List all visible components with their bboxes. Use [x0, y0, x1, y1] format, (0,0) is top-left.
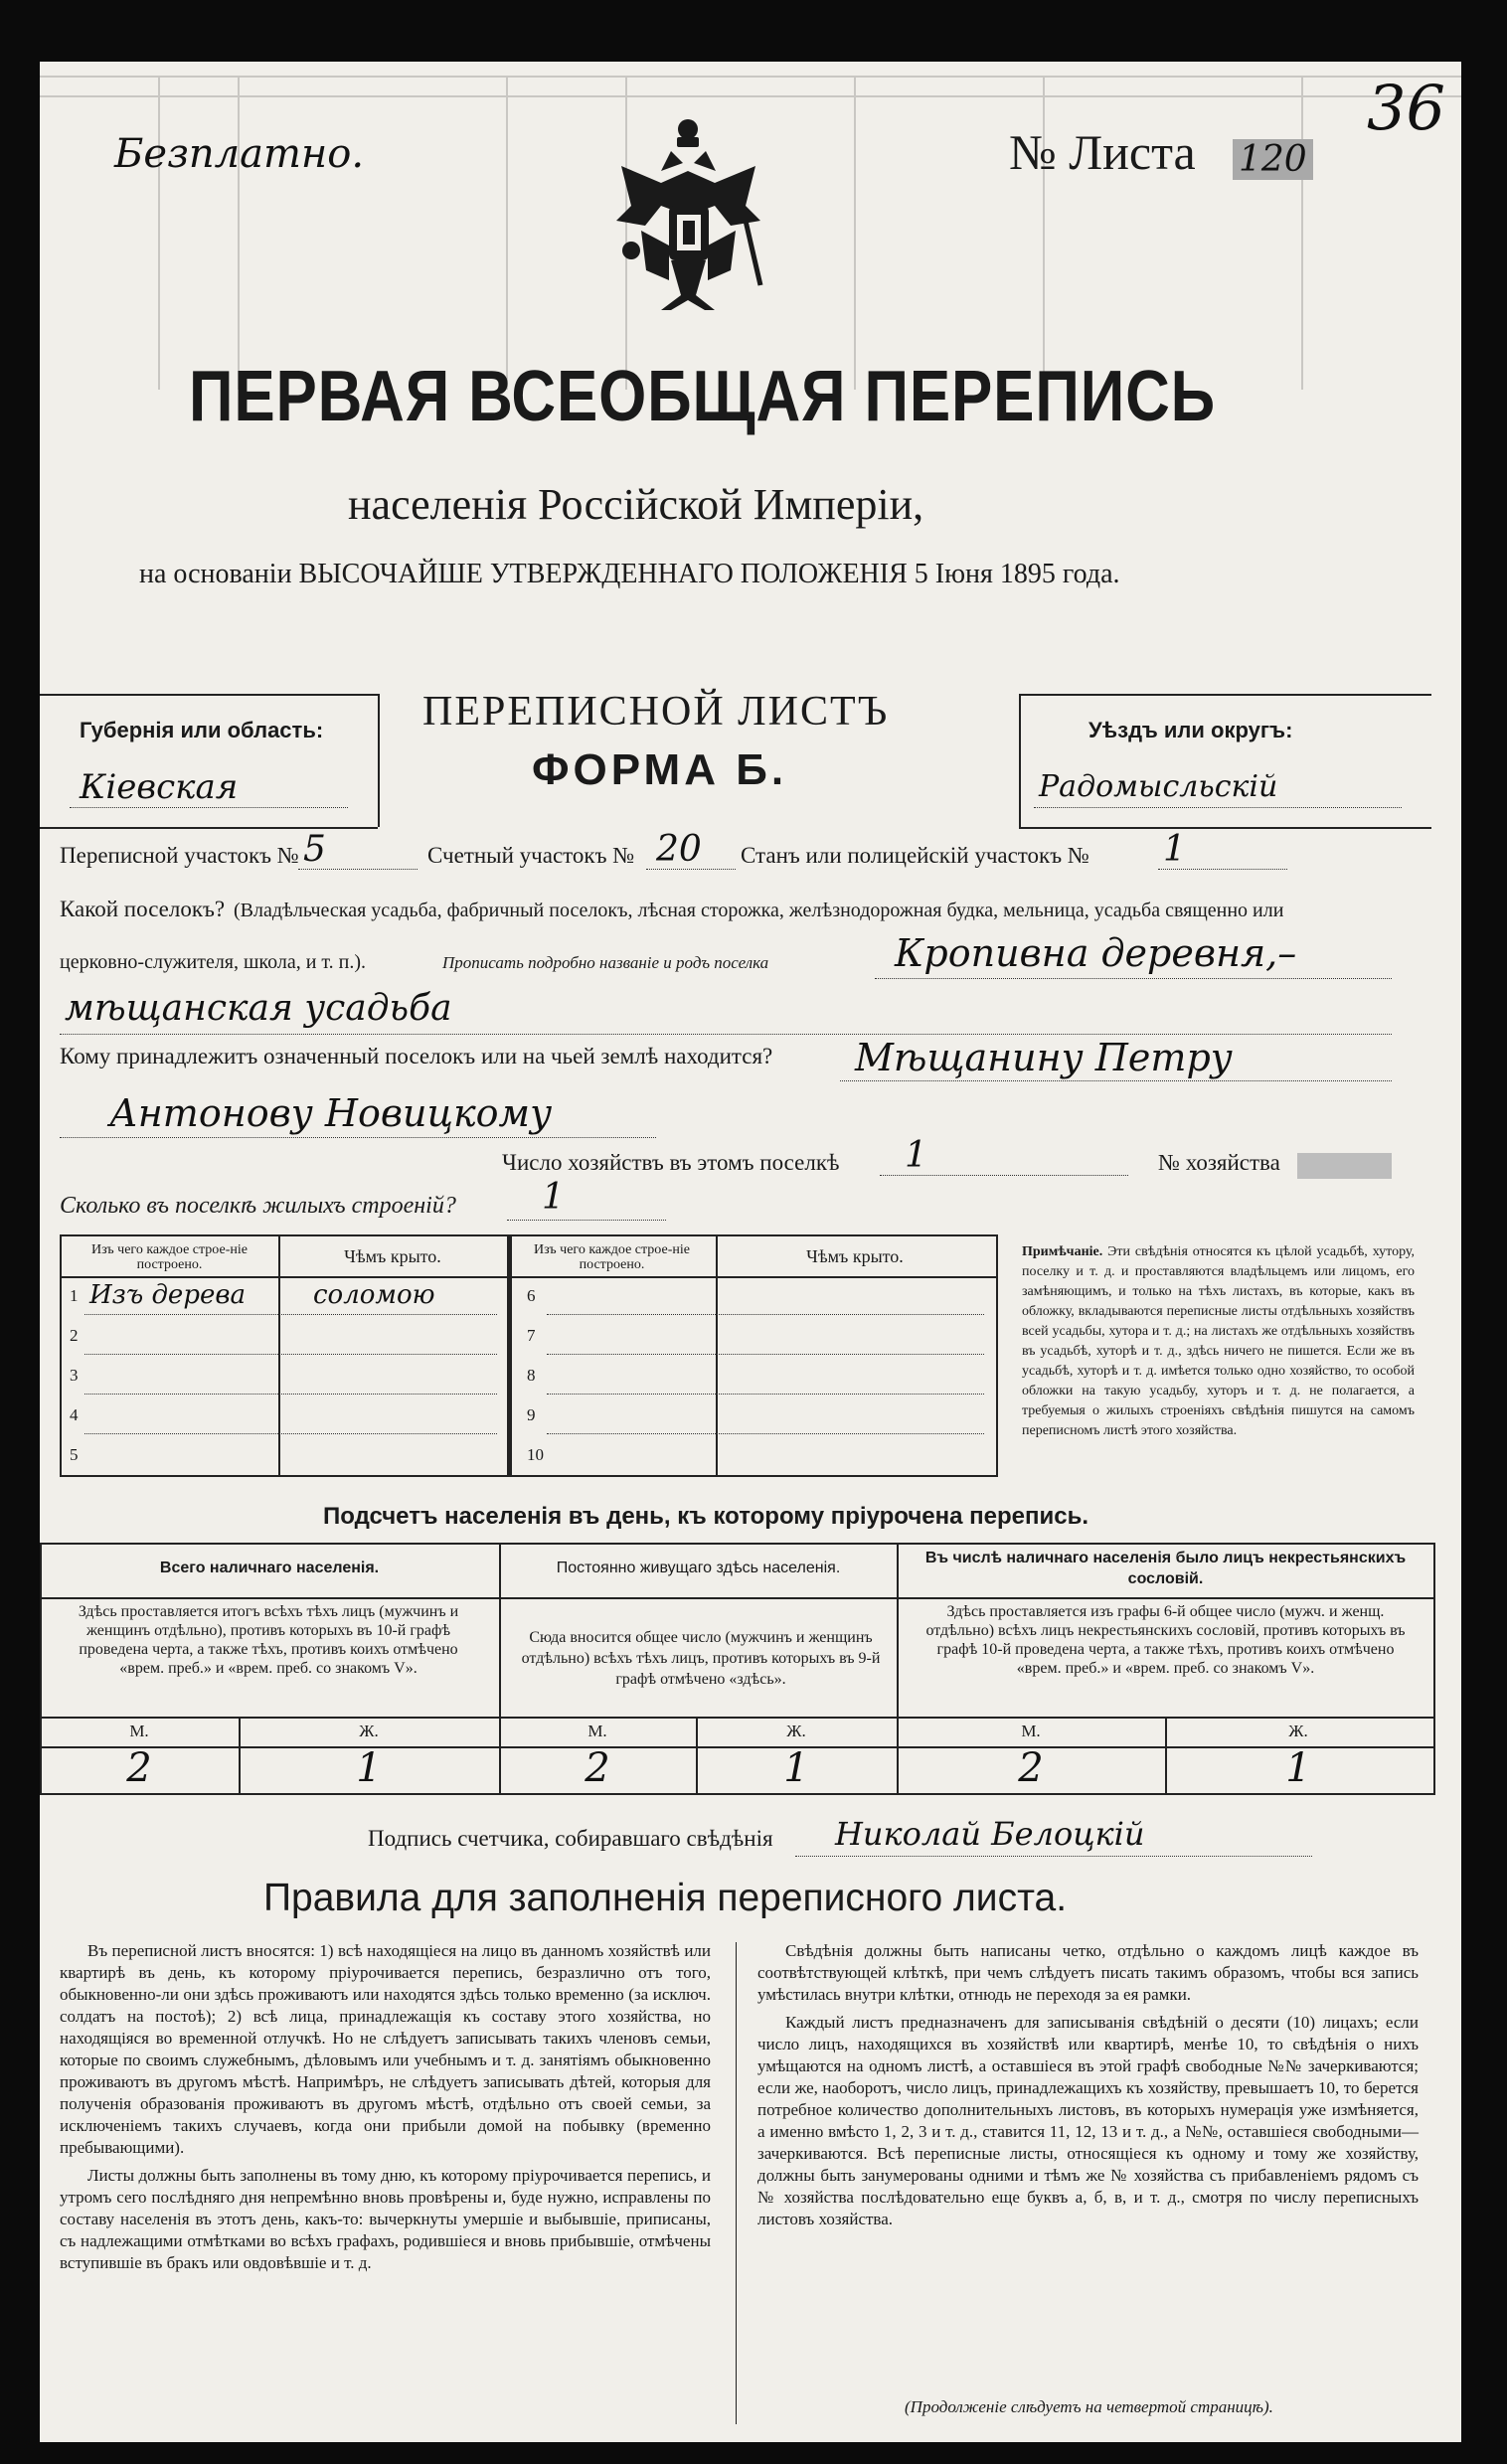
building-row-1-roof: соломою: [313, 1280, 435, 1310]
population-col-2-m-value: 2: [585, 1745, 610, 1791]
building-row-3-num: 3: [70, 1366, 79, 1385]
sheet-number-label: № Листа: [1009, 124, 1196, 180]
population-heading: Подсчетъ населенія въ день, къ которому пріурочена перепись.: [323, 1503, 1088, 1530]
building-row-line: [84, 1433, 497, 1434]
rules-left-column: [60, 1940, 711, 2280]
building-row-5-num: 5: [70, 1445, 79, 1464]
population-col-1-m-label: М.: [129, 1722, 149, 1740]
form-title: ПЕРЕПИСНОЙ ЛИСТЪ: [422, 689, 890, 735]
households-underline: [880, 1175, 1128, 1176]
population-title-line: [40, 1597, 1433, 1599]
building-row-line: [84, 1354, 497, 1355]
imperial-eagle-emblem: [601, 111, 775, 315]
district-underline: [1034, 807, 1402, 808]
owner-underline-1: [840, 1080, 1392, 1081]
form-name: ФОРМА Б.: [532, 745, 788, 794]
household-no-label: № хозяйства: [1158, 1150, 1280, 1175]
building-row-line: [547, 1314, 984, 1315]
archive-number: 36: [1367, 72, 1445, 144]
settlement-hint-2: церковно-служителя, школа, и т. п.).: [60, 951, 366, 973]
buildings-table-col-1: [278, 1234, 280, 1475]
station-underline: [1158, 869, 1287, 870]
province-underline: [70, 807, 348, 808]
settlement-hint-1: (Владѣльческая усадьба, фабричный поселокъ, лѣсная сторожка, желѣзнодорожная будка, мельница, усадьба священно или: [234, 900, 1284, 921]
settlement-hint-3: Прописать подробно названіе и родъ поселка: [442, 953, 769, 972]
buildings-table-head-line: [60, 1276, 996, 1278]
owner-value-1: Мѣщанину Петру: [855, 1036, 1233, 1079]
signature-underline: [795, 1856, 1312, 1857]
census-sheet-page: [40, 62, 1461, 2442]
rules-continued-note: (Продолженіе слѣдуетъ на четвертой страницѣ).: [905, 2397, 1273, 2416]
form-box-divider-left: [378, 694, 380, 827]
population-col-1-f-label: Ж.: [359, 1722, 379, 1740]
population-col-3-desc: Здѣсь проставляется изъ графы 6-й общее число (мужч. и женщ. отдѣльно) всѣхъ лицъ некрестьянскихъ сословій, противъ которыхъ въ графѣ 10-й проведена черта, а также тѣхъ, противъ коихъ отмѣчено «врем. преб.» и «врем. преб. со знакомъ V».: [925, 1603, 1406, 1677]
owner-value-2: Антонову Новицкому: [109, 1091, 553, 1135]
count-section-value: 20: [656, 829, 702, 870]
form-box-top-right: [1019, 694, 1431, 696]
building-row-6-num: 6: [527, 1286, 536, 1305]
rules-left-paragraph-1: Въ переписной листъ вносятся: 1) всѣ находящіеся на лицо въ данномъ хозяйствѣ или квартирѣ въ день, къ которому пріурочивается перепись, безразлично отъ того, обыкновенно-ли они здѣсь проживаютъ или находятся здѣсь только временно (за исключ. солдатъ на постоѣ); 2) всѣ лица, принадлежащія къ составу этого хозяйства, но находящіяся во временной отлучкѣ. Но не слѣдуетъ записывать такихъ членовъ семьи, которые по своимъ служебнымъ, дѣловымъ или учебнымъ и т. д. занятіямъ обыкновенно проживаютъ въ другомъ мѣстѣ. Напримѣръ, не слѣдуетъ записывать дѣтей, которыя для полученія образованія проживаютъ въ другомъ мѣстѣ, отдѣльно отъ своей семьи, за исключеніемъ такихъ случаевъ, когда они прибыли домой на побывку (временно пребывающими).: [60, 1941, 711, 2157]
note-text: Эти свѣдѣнія относятся къ цѣлой усадьбѣ, хутору, поселку и т. д. и проставляются владѣльцемъ или лицомъ, его замѣняющимъ, и только на тѣхъ листахъ, въ которые, какъ въ обложку, вкладываются переписные листы отдѣльныхъ хозяйствъ всей усадьбы, хутора и т. д.; на листахъ же отдѣльныхъ хозяйствъ въ усадьбѣ, хуторѣ и т. д., здѣсь ничего не пишется. Если же въ усадьбѣ, хуторѣ и т. д. имѣется только одно хозяйство, то особой обложки на такую усадьбу, хуторъ и т. д. не полагается, а требуемыя о жилыхъ строеніяхъ свѣдѣнія пишутся на самомъ переписномъ листѣ этого хозяйства.: [1022, 1244, 1416, 1438]
buildings-table-mid: [507, 1234, 512, 1475]
building-row-line: [547, 1394, 984, 1395]
rules-right-column: [757, 1940, 1419, 2236]
signature-value: Николай Белоцкій: [835, 1815, 1145, 1853]
owner-underline-2: [60, 1137, 656, 1138]
station-label: Станъ или полицейскій участокъ №: [741, 843, 1089, 868]
population-col-1-title: Всего наличнаго населенія.: [159, 1560, 380, 1576]
population-col-1-m-value: 2: [126, 1745, 152, 1791]
population-col-1-desc: Здѣсь проставляется итогъ всѣхъ тѣхъ лицъ (мужчинъ и женщинъ отдѣльно), противъ которыхъ въ 10-й графѣ проведена черта, а также тѣхъ, противъ коихъ отмѣчено «врем. преб.» и «врем. преб. со знакомъ V».: [78, 1603, 459, 1677]
col-material-header-left: Изъ чего каждое строе-ніе построено.: [91, 1242, 248, 1272]
population-col-2-m-label: М.: [587, 1722, 607, 1740]
province-label: Губернія или область:: [80, 718, 324, 742]
sheet-number-value: 120: [1233, 139, 1313, 180]
province-value: Кіевская: [80, 767, 239, 807]
building-row-7-num: 7: [527, 1326, 536, 1345]
census-section-value: 5: [303, 829, 326, 870]
households-label: Число хозяйствъ въ этомъ поселкѣ: [502, 1150, 840, 1175]
population-desc-line: [40, 1717, 1433, 1719]
count-section-underline: [646, 869, 736, 870]
settlement-value-1: Кропивна деревня,–: [895, 931, 1297, 975]
form-box-top-left: [40, 694, 378, 696]
census-section-underline: [298, 869, 418, 870]
building-row-10-num: 10: [527, 1445, 544, 1464]
household-no-smudge: [1297, 1153, 1392, 1179]
settlement-label: Какой поселокъ?: [60, 897, 226, 921]
population-col-2-title: Постоянно живущаго здѣсь населенія.: [556, 1560, 841, 1576]
population-col-2-f-value: 1: [783, 1745, 809, 1791]
building-row-line: [547, 1433, 984, 1434]
form-box-divider-right: [1019, 694, 1021, 827]
building-row-line: [547, 1354, 984, 1355]
rules-right-paragraph-2: Каждый листъ предназначенъ для записыванія свѣдѣній о десяти (10) лицахъ; если число лицъ, находящихся въ хозяйствѣ или квартирѣ, менѣе 10, то свѣдѣнія о нихъ умѣщаются на одномъ листѣ, а оставшіеся въ этой графѣ свободные №№ зачеркиваются; если же, наоборотъ, число лицъ, принадлежащихъ къ хозяйству, превышаетъ 10, то берется потребное количество дополнительныхъ листовъ, въ которыхъ нумерація уже измѣняется, а именно вмѣсто 1, 2, 3 и т. д., ставится 11, 12, 13 и т. д., а №№, оставшіеся свободными—зачеркиваются. Всѣ переписные листы, относящіеся къ одному и тому же хозяйству, должны быть занумерованы одними и тѣмъ же № хозяйства съ прибавленіемъ рядомъ съ № хозяйства послѣдовательно еще буквъ а, б, в, и т. д., смотря по числу переписныхъ листовъ хозяйства.: [757, 2013, 1419, 2228]
building-row-8-num: 8: [527, 1366, 536, 1385]
settlement-underline-1: [875, 978, 1392, 979]
page-title: ПЕРВАЯ ВСЕОБЩАЯ ПЕРЕПИСЬ: [189, 357, 1217, 436]
building-row-2-num: 2: [70, 1326, 79, 1345]
note-block: [1022, 1242, 1415, 1441]
settlement-underline-2: [60, 1034, 1392, 1035]
census-section-label: Переписной участокъ №: [60, 843, 299, 868]
population-col-1-f-value: 1: [356, 1745, 382, 1791]
buildings-underline: [507, 1220, 666, 1221]
settlement-value-2: мѣщанская усадьба: [65, 988, 452, 1029]
col-roof-header-left: Чѣмъ крыто.: [344, 1246, 441, 1266]
building-row-9-num: 9: [527, 1405, 536, 1424]
legal-basis: на основаніи ВЫСОЧАЙШЕ УТВЕРЖДЕННАГО ПОЛОЖЕНІЯ 5 Іюня 1895 года.: [139, 559, 1120, 589]
building-row-4-num: 4: [70, 1405, 79, 1424]
form-sheet: [40, 62, 1445, 2442]
note-title: Примѣчаніе.: [1022, 1244, 1103, 1259]
rules-right-paragraph-1: Свѣдѣнія должны быть написаны четко, отдѣльно о каждомъ лицѣ каждое въ соотвѣтствующей клѣткѣ, при чемъ слѣдуетъ писать такимъ образомъ, чтобы вся запись умѣстилась внутри клѣтки, отнюдь не переходя за ея рамки.: [757, 1941, 1419, 2004]
form-box-bottom-left: [40, 827, 378, 829]
building-row-line: [84, 1394, 497, 1395]
signature-label: Подпись счетчика, собиравшаго свѣдѣнія: [368, 1826, 773, 1851]
rules-left-paragraph-2: Листы должны быть заполнены въ тому дню, къ которому пріурочивается перепись, и утромъ сего послѣдняго дня непремѣнно вновь провѣрены и, буде нужно, исправлены по составу населенія въ этотъ день, какъ-то: вычеркнуты умершіе и выбывшіе, приписаны, съ надлежащими отмѣтками во всѣхъ графахъ, родившіеся и вновь прибывшіе, отмѣчены вступившіе въ бракъ или овдовѣвшіе и т. д.: [60, 2166, 711, 2272]
buildings-value: 1: [542, 1177, 565, 1218]
owner-label: Кому принадлежитъ означенный поселокъ или на чьей землѣ находится?: [60, 1044, 773, 1068]
district-value: Радомысльскій: [1039, 769, 1278, 804]
free-label: Безплатно.: [114, 131, 365, 177]
col-material-header-right: Изъ чего каждое строе-ніе построено.: [534, 1242, 690, 1272]
population-col-2-f-label: Ж.: [786, 1722, 806, 1740]
col-roof-header-right: Чѣмъ крыто.: [806, 1246, 904, 1266]
rules-column-divider: [736, 1942, 737, 2424]
count-section-label: Счетный участокъ №: [427, 843, 635, 868]
page-subtitle: населенія Россійской Имперіи,: [348, 480, 924, 529]
building-row-1-material: Изъ дерева: [89, 1280, 246, 1310]
form-box-bottom-right: [1019, 827, 1431, 829]
population-col-3-f-value: 1: [1285, 1745, 1311, 1791]
population-col-3-m-label: М.: [1021, 1722, 1041, 1740]
buildings-label: Сколько въ поселкѣ жилыхъ строеній?: [60, 1193, 456, 1219]
population-col-3-m-value: 2: [1018, 1745, 1044, 1791]
rules-heading: Правила для заполненія переписного листа.: [263, 1877, 1068, 1919]
buildings-table-col-2: [716, 1234, 718, 1475]
population-col-3-title: Въ числѣ наличнаго населенія было лицъ некрестьянскихъ сословій.: [924, 1550, 1407, 1587]
building-row-line: [84, 1314, 497, 1315]
households-value: 1: [905, 1135, 927, 1176]
population-col-3-f-label: Ж.: [1288, 1722, 1308, 1740]
station-value: 1: [1163, 829, 1186, 870]
building-row-1-num: 1: [70, 1286, 79, 1305]
population-col-2-desc: Сюда вносится общее число (мужчинъ и женщинъ отдѣльно) всѣхъ тѣхъ лицъ, противъ которыхъ въ 9-й графѣ отмѣчено «здѣсь».: [521, 1629, 881, 1688]
district-label: Уѣздъ или округъ:: [1088, 718, 1293, 742]
